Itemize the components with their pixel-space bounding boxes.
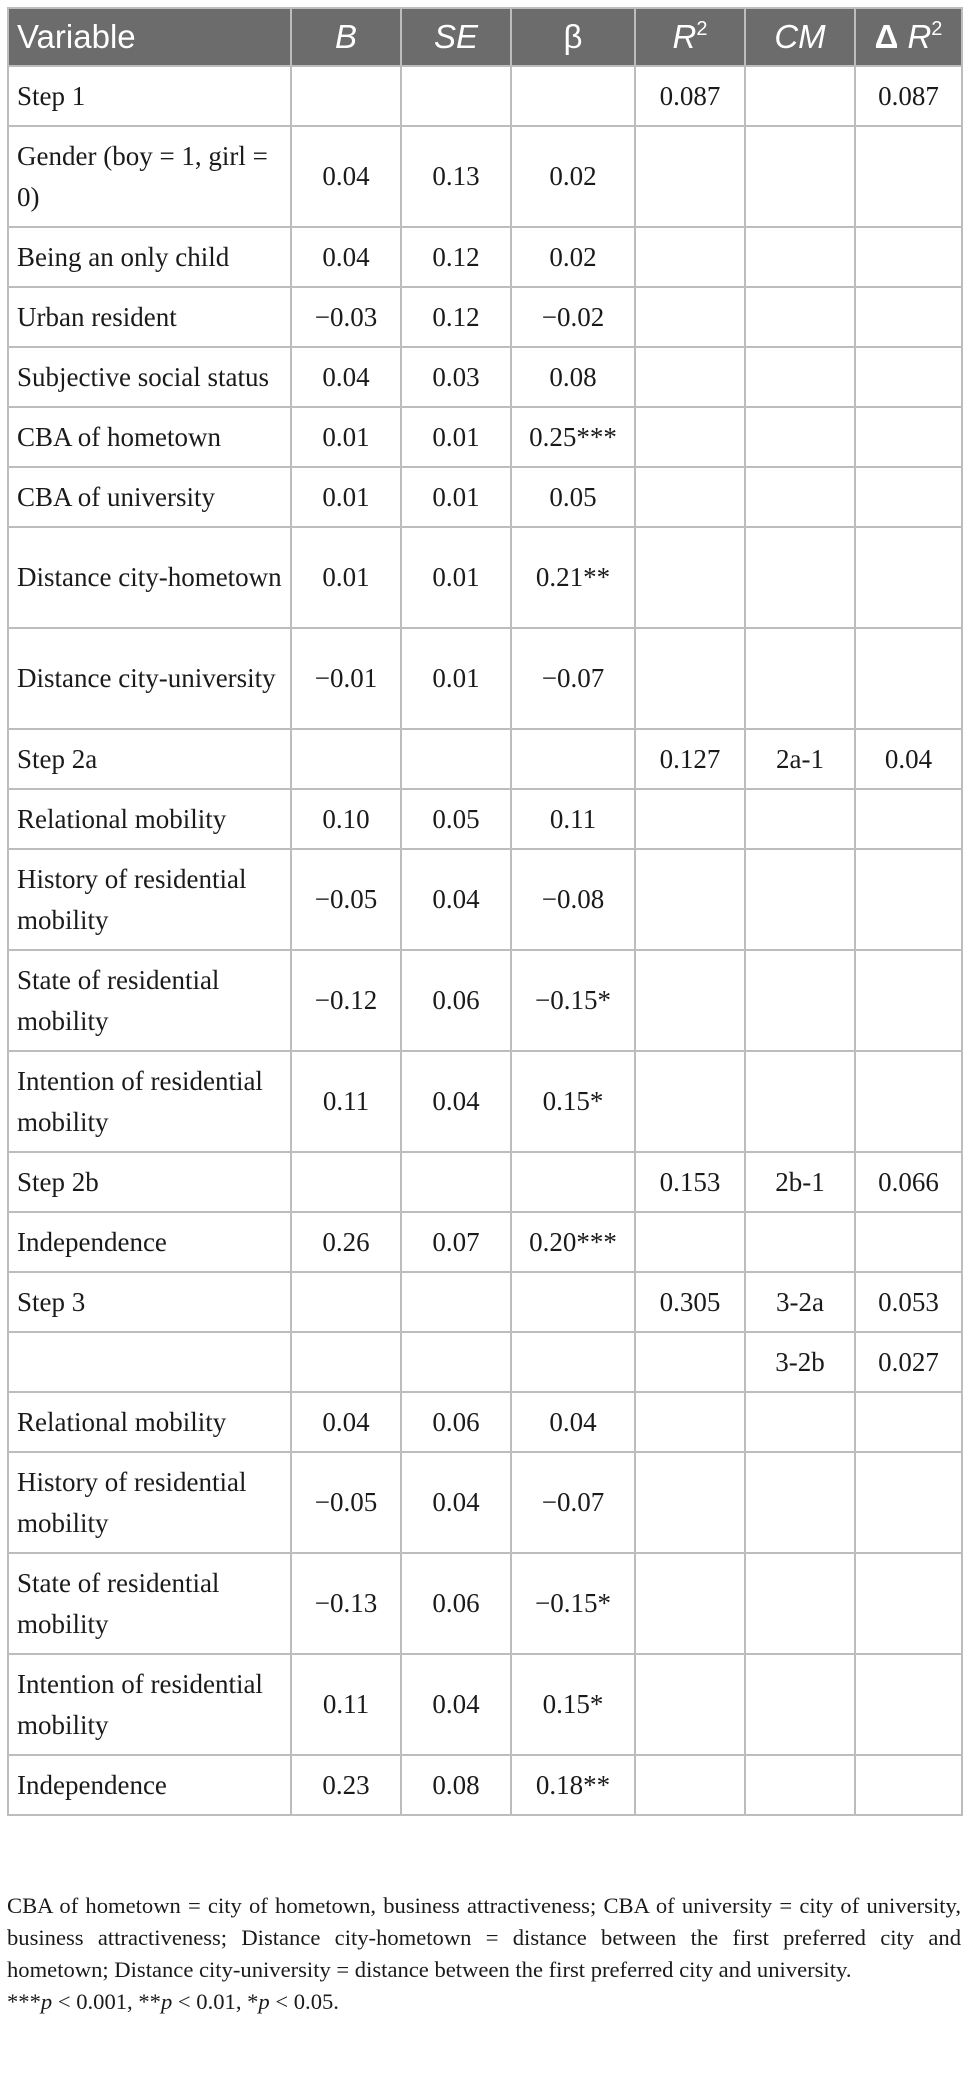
cell-delta-r2: [855, 527, 962, 628]
cell-r2: [635, 950, 745, 1051]
table-row: [8, 729, 962, 789]
cell-delta-r2: 0.087: [855, 66, 962, 126]
header-delta-r-letter: R: [907, 18, 932, 55]
cell-variable: Intention of residential mobility: [8, 1051, 291, 1152]
cell-se: 0.04: [401, 849, 511, 950]
cell-cm: 3-2b: [745, 1332, 855, 1392]
table-row: [8, 849, 962, 950]
cell-se: 0.06: [401, 1553, 511, 1654]
cell-cm: [745, 527, 855, 628]
cell-cm: [745, 1553, 855, 1654]
table-row: [8, 527, 962, 628]
pval-text-3: < 0.05.: [269, 1989, 339, 2014]
cell-beta: 0.05: [511, 467, 635, 527]
cell-b: [291, 729, 401, 789]
cell-r2: 0.153: [635, 1152, 745, 1212]
cell-b: [291, 66, 401, 126]
cell-delta-r2: [855, 1755, 962, 1815]
cell-delta-r2: 0.053: [855, 1272, 962, 1332]
table-row: [8, 1452, 962, 1553]
cell-r2: [635, 789, 745, 849]
cell-beta: −0.08: [511, 849, 635, 950]
regression-table: [7, 7, 963, 1816]
cell-beta: 0.15*: [511, 1654, 635, 1755]
cell-variable: History of residential mobility: [8, 849, 291, 950]
cell-cm: [745, 849, 855, 950]
cell-variable: Intention of residential mobility: [8, 1654, 291, 1755]
cell-delta-r2: [855, 950, 962, 1051]
cell-se: 0.03: [401, 347, 511, 407]
header-variable: Variable: [8, 8, 291, 66]
cell-delta-r2: [855, 227, 962, 287]
cell-delta-r2: 0.027: [855, 1332, 962, 1392]
cell-cm: [745, 407, 855, 467]
cell-cm: 2b-1: [745, 1152, 855, 1212]
cell-b: −0.05: [291, 849, 401, 950]
cell-delta-r2: [855, 849, 962, 950]
cell-beta: 0.02: [511, 227, 635, 287]
cell-variable: State of residential mobility: [8, 950, 291, 1051]
cell-delta-r2: [855, 287, 962, 347]
cell-cm: [745, 227, 855, 287]
cell-beta: −0.07: [511, 1452, 635, 1553]
cell-r2: 0.305: [635, 1272, 745, 1332]
pval-text-1: < 0.001, **: [52, 1989, 161, 2014]
table-row: [8, 1392, 962, 1452]
cell-cm: [745, 628, 855, 729]
table-row: [8, 1212, 962, 1272]
cell-variable: Urban resident: [8, 287, 291, 347]
cell-cm: [745, 1452, 855, 1553]
cell-cm: [745, 1051, 855, 1152]
cell-variable: Distance city-university: [8, 628, 291, 729]
cell-b: 0.04: [291, 126, 401, 227]
header-r2: [635, 8, 745, 66]
cell-b: 0.04: [291, 227, 401, 287]
cell-variable: Step 1: [8, 66, 291, 126]
cell-beta: [511, 1152, 635, 1212]
cell-cm: [745, 1392, 855, 1452]
cell-beta: 0.04: [511, 1392, 635, 1452]
header-row: [8, 8, 962, 66]
cell-se: 0.04: [401, 1051, 511, 1152]
pval-stars-3: ***: [7, 1989, 41, 2014]
cell-variable: Being an only child: [8, 227, 291, 287]
cell-cm: [745, 1212, 855, 1272]
cell-delta-r2: [855, 1452, 962, 1553]
table-row: [8, 1152, 962, 1212]
cell-cm: [745, 1755, 855, 1815]
cell-b: 0.23: [291, 1755, 401, 1815]
table-body: [8, 66, 962, 1815]
table-row: [8, 287, 962, 347]
cell-r2: [635, 1452, 745, 1553]
cell-delta-r2: [855, 628, 962, 729]
table-header: [8, 8, 962, 66]
cell-se: 0.04: [401, 1654, 511, 1755]
cell-r2: [635, 347, 745, 407]
table-row: [8, 628, 962, 729]
footnote-p-values: [7, 1986, 961, 2018]
cell-cm: [745, 126, 855, 227]
cell-se: 0.13: [401, 126, 511, 227]
cell-beta: −0.15*: [511, 950, 635, 1051]
cell-r2: 0.127: [635, 729, 745, 789]
header-beta: β: [511, 8, 635, 66]
cell-r2: [635, 1392, 745, 1452]
cell-beta: [511, 66, 635, 126]
cell-b: −0.05: [291, 1452, 401, 1553]
cell-cm: [745, 789, 855, 849]
header-r2-sup: 2: [696, 18, 708, 40]
cell-variable: Gender (boy = 1, girl = 0): [8, 126, 291, 227]
table-row: [8, 1332, 962, 1392]
cell-r2: [635, 849, 745, 950]
cell-beta: −0.02: [511, 287, 635, 347]
cell-se: [401, 66, 511, 126]
cell-beta: 0.11: [511, 789, 635, 849]
cell-r2: [635, 227, 745, 287]
cell-r2: [635, 527, 745, 628]
cell-variable: Step 3: [8, 1272, 291, 1332]
cell-se: 0.01: [401, 467, 511, 527]
table-row: [8, 1755, 962, 1815]
footnote-abbreviations: CBA of hometown = city of hometown, business attractiveness; CBA of university = city of university, business attractiveness; Distance city-hometown = distance between the first preferred city and hometown; Distance city-university = distance between the first preferred city and university.: [7, 1893, 961, 1982]
cell-r2: [635, 1332, 745, 1392]
cell-beta: [511, 1272, 635, 1332]
pval-text-2: < 0.01, *: [172, 1989, 259, 2014]
cell-b: 0.26: [291, 1212, 401, 1272]
cell-r2: [635, 1755, 745, 1815]
table-row: [8, 66, 962, 126]
cell-cm: [745, 950, 855, 1051]
cell-beta: 0.02: [511, 126, 635, 227]
cell-variable: Subjective social status: [8, 347, 291, 407]
cell-se: 0.01: [401, 628, 511, 729]
header-r2-letter: R: [672, 18, 697, 55]
table-row: [8, 126, 962, 227]
cell-cm: 3-2a: [745, 1272, 855, 1332]
cell-b: 0.01: [291, 467, 401, 527]
header-delta-r2-sup: 2: [931, 18, 943, 40]
cell-beta: 0.20***: [511, 1212, 635, 1272]
cell-b: 0.11: [291, 1051, 401, 1152]
header-delta-r2: [855, 8, 962, 66]
cell-se: 0.06: [401, 950, 511, 1051]
cell-b: [291, 1272, 401, 1332]
cell-b: 0.04: [291, 347, 401, 407]
cell-variable: Independence: [8, 1755, 291, 1815]
cell-variable: Step 2b: [8, 1152, 291, 1212]
cell-se: [401, 729, 511, 789]
cell-se: [401, 1332, 511, 1392]
cell-cm: [745, 287, 855, 347]
cell-se: 0.07: [401, 1212, 511, 1272]
cell-variable: Relational mobility: [8, 1392, 291, 1452]
cell-r2: [635, 287, 745, 347]
table-row: [8, 1553, 962, 1654]
regression-table-container: [7, 7, 961, 1816]
cell-variable: Relational mobility: [8, 789, 291, 849]
cell-variable: Step 2a: [8, 729, 291, 789]
cell-beta: −0.07: [511, 628, 635, 729]
cell-b: [291, 1332, 401, 1392]
cell-se: [401, 1152, 511, 1212]
cell-se: 0.05: [401, 789, 511, 849]
header-se: SE: [401, 8, 511, 66]
cell-se: [401, 1272, 511, 1332]
cell-r2: [635, 1212, 745, 1272]
cell-delta-r2: [855, 1553, 962, 1654]
header-delta-symbol: Δ: [874, 18, 899, 55]
cell-variable: CBA of hometown: [8, 407, 291, 467]
pval-p-3: p: [258, 1989, 270, 2014]
cell-delta-r2: [855, 1051, 962, 1152]
cell-beta: 0.15*: [511, 1051, 635, 1152]
cell-se: 0.04: [401, 1452, 511, 1553]
cell-b: −0.01: [291, 628, 401, 729]
cell-delta-r2: 0.04: [855, 729, 962, 789]
cell-r2: 0.087: [635, 66, 745, 126]
cell-delta-r2: [855, 1654, 962, 1755]
cell-b: 0.11: [291, 1654, 401, 1755]
table-row: [8, 950, 962, 1051]
cell-delta-r2: [855, 467, 962, 527]
cell-delta-r2: [855, 126, 962, 227]
cell-variable: CBA of university: [8, 467, 291, 527]
cell-b: [291, 1152, 401, 1212]
cell-delta-r2: 0.066: [855, 1152, 962, 1212]
cell-beta: [511, 729, 635, 789]
header-cm: CM: [745, 8, 855, 66]
table-row: [8, 789, 962, 849]
cell-r2: [635, 1553, 745, 1654]
cell-variable: History of residential mobility: [8, 1452, 291, 1553]
cell-r2: [635, 126, 745, 227]
cell-se: 0.08: [401, 1755, 511, 1815]
table-footnote: [7, 1890, 961, 2018]
cell-r2: [635, 628, 745, 729]
table-row: [8, 467, 962, 527]
table-row: [8, 227, 962, 287]
cell-variable: State of residential mobility: [8, 1553, 291, 1654]
cell-b: 0.10: [291, 789, 401, 849]
pval-p-2: p: [160, 1989, 173, 2014]
cell-r2: [635, 1051, 745, 1152]
table-row: [8, 1272, 962, 1332]
cell-se: 0.06: [401, 1392, 511, 1452]
cell-b: −0.13: [291, 1553, 401, 1654]
cell-delta-r2: [855, 1212, 962, 1272]
cell-cm: 2a-1: [745, 729, 855, 789]
cell-b: −0.12: [291, 950, 401, 1051]
cell-cm: [745, 467, 855, 527]
table-row: [8, 1654, 962, 1755]
cell-cm: [745, 66, 855, 126]
cell-delta-r2: [855, 407, 962, 467]
table-row: [8, 1051, 962, 1152]
cell-se: 0.12: [401, 227, 511, 287]
header-b: B: [291, 8, 401, 66]
cell-se: 0.01: [401, 407, 511, 467]
cell-beta: 0.25***: [511, 407, 635, 467]
cell-b: 0.04: [291, 1392, 401, 1452]
cell-delta-r2: [855, 789, 962, 849]
cell-b: 0.01: [291, 527, 401, 628]
cell-variable: Independence: [8, 1212, 291, 1272]
cell-cm: [745, 347, 855, 407]
cell-se: 0.12: [401, 287, 511, 347]
pval-p-1: p: [40, 1989, 53, 2014]
cell-r2: [635, 467, 745, 527]
cell-beta: 0.18**: [511, 1755, 635, 1815]
cell-b: −0.03: [291, 287, 401, 347]
cell-variable: [8, 1332, 291, 1392]
cell-delta-r2: [855, 1392, 962, 1452]
cell-r2: [635, 407, 745, 467]
cell-beta: −0.15*: [511, 1553, 635, 1654]
cell-variable: Distance city-hometown: [8, 527, 291, 628]
cell-beta: 0.08: [511, 347, 635, 407]
cell-r2: [635, 1654, 745, 1755]
cell-b: 0.01: [291, 407, 401, 467]
cell-cm: [745, 1654, 855, 1755]
cell-se: 0.01: [401, 527, 511, 628]
cell-beta: 0.21**: [511, 527, 635, 628]
table-row: [8, 347, 962, 407]
table-row: [8, 407, 962, 467]
cell-delta-r2: [855, 347, 962, 407]
cell-beta: [511, 1332, 635, 1392]
